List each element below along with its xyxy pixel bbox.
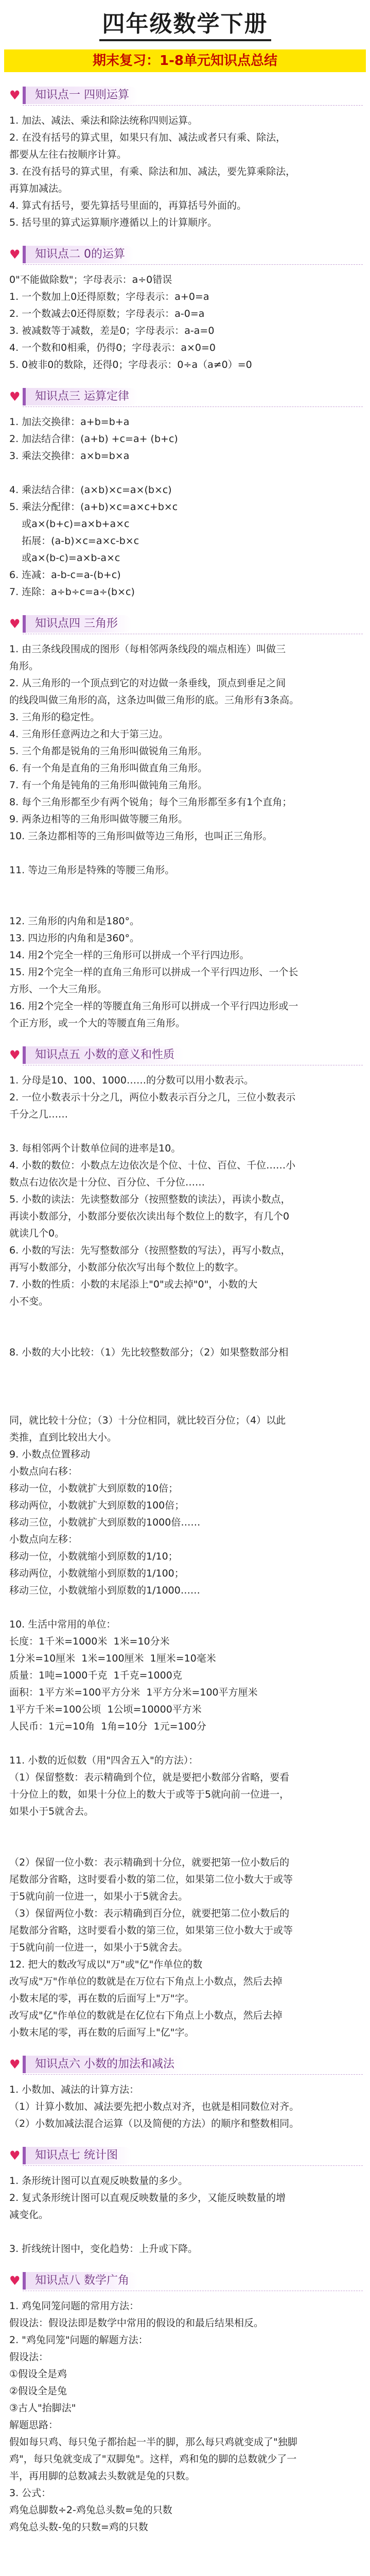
blank-line — [9, 465, 363, 482]
text-line: 假如每只鸡、每只兔子都抬起一半的脚，那么每只鸡就变成了"独脚 — [9, 2436, 297, 2448]
text-line: 10. 三条边都相等的三角形叫做等边三角形，也叫正三角形。 — [9, 831, 273, 842]
text-line: 12. 三角形的内角和是180°。 — [9, 916, 140, 927]
blank-line — [9, 896, 363, 913]
text-line: 假设法：假设法即是数学中常用的假设的和最后结果相反。 — [9, 2317, 264, 2329]
subtitle-banner — [4, 49, 366, 72]
text-line: （3）保留两位小数：表示精确到百分位，就要把第二位小数后的 — [9, 1908, 290, 1919]
heart-icon: ♥ — [9, 389, 21, 404]
knowledge-section — [9, 2055, 363, 2132]
text-line: ①假设全是鸡 — [9, 2368, 67, 2380]
text-line: 小不变。 — [9, 1296, 49, 1307]
text-line: 人民币：1元=10角 1角=10分 1元=100分 — [9, 1721, 206, 1732]
text-line: 减变化。 — [9, 2209, 49, 2221]
text-line: 1. 分母是10、100、1000……的分数可以用小数表示。 — [9, 1075, 254, 1086]
text-line: 如果小于5就舍去。 — [9, 1806, 94, 1817]
text-line: 同，就比较十分位；（3）十分位相同，就比较百分位；（4）以此 — [9, 1415, 286, 1426]
text-line: 1. 条形统计图可以直观反映数量的多少。 — [9, 2175, 188, 2187]
text-line: 小数点向右移： — [9, 1466, 78, 1477]
text-line: 鸡兔总脚数÷2-鸡兔总头数=兔的只数 — [9, 2504, 172, 2516]
text-line: 0"不能做除数"；字母表示：a÷0错误 — [9, 274, 172, 285]
heart-icon: ♥ — [9, 247, 21, 262]
section-divider — [23, 406, 363, 407]
text-line: 小数末尾的零，再在数的后面写上"亿"字。 — [9, 2027, 195, 2038]
text-line: 3. 折线统计图中，变化趋势：上升或下降。 — [9, 2243, 198, 2255]
text-line: 移动三位，小数就扩大到原数的1000倍…… — [9, 1517, 201, 1528]
text-line: 4. 三角形任意两边之和大于第三边。 — [9, 728, 169, 740]
text-line: 11. 等边三角形是特殊的等腰三角形。 — [9, 865, 175, 876]
page-title: 四年级数学下册 — [99, 5, 271, 41]
blank-line — [9, 1327, 363, 1344]
text-line: 方形、一个大三角形。 — [9, 984, 108, 995]
section-header — [9, 2146, 363, 2167]
text-line: 1. 一个数加上0还得原数；字母表示：a+0=a — [9, 291, 209, 302]
section-title: 知识点四 三角形 — [23, 615, 132, 633]
text-line: 质量：1吨=1000千克 1千克=1000克 — [9, 1670, 182, 1681]
text-line: 都要从左往右按顺序计算。 — [9, 149, 127, 160]
text-line: 3. 在没有括号的算式里，有乘、除法和加、减法，要先算乘除法， — [9, 166, 296, 177]
text-line: 数点右边依次是十分位、百分位、千分位…… — [9, 1177, 205, 1188]
section-divider — [23, 2165, 363, 2166]
text-line: 3. 被减数等于减数，差是0；字母表示：a-a=0 — [9, 325, 215, 336]
text-line: 面积：1平方米=100平方分米 1平方分米=100平方厘米 — [9, 1687, 258, 1698]
text-line: 4. 一个数和0相乘，仍得0；字母表示：a×0=0 — [9, 342, 216, 353]
section-header — [9, 245, 363, 266]
section-title: 知识点六 小数的加法和减法 — [23, 2056, 184, 2073]
text-line: 6. 小数的写法：先写整数部分（按照整数的写法），再写小数点， — [9, 1245, 291, 1256]
blank-line — [9, 1837, 363, 1854]
text-line: 长度：1千米=1000米 1米=10分米 — [9, 1636, 170, 1647]
knowledge-section — [9, 614, 363, 1032]
text-line: 1. 小数加、减法的计算方法： — [9, 2084, 139, 2095]
text-line: 移动一位，小数就扩大到原数的10倍； — [9, 1483, 179, 1494]
knowledge-section — [9, 86, 363, 231]
text-line: 移动两位，小数就缩小到原数的1/100； — [9, 1568, 184, 1579]
text-line: 改写成"万"作单位的数就是在万位右下角点上小数点，然后去掉 — [9, 1976, 283, 1987]
text-line: 就读几个0。 — [9, 1228, 65, 1239]
text-line: ②假设全是兔 — [9, 2385, 67, 2397]
text-line: 5. 乘法分配律：(a+b)×c=a×c+b×c — [9, 501, 178, 513]
text-line: （2）小数加减法混合运算（以及简便的方法）的顺序和整数相同。 — [9, 2118, 299, 2129]
section-header — [9, 614, 363, 636]
text-line: 6. 有一个角是直角的三角形叫做直角三角形。 — [9, 762, 208, 774]
text-line: 4. 乘法结合律：(a×b)×c=a×(b×c) — [9, 484, 172, 496]
text-line: 2. 复式条形统计图可以直观反映数量的多少，又能反映数量的增 — [9, 2192, 286, 2204]
section-header — [9, 2271, 363, 2293]
text-line: 再写小数部分，小数部分依次写出每个数位上的数字。 — [9, 1262, 244, 1273]
text-line: 3. 三角形的稳定性。 — [9, 711, 100, 723]
heart-icon: ♥ — [9, 617, 21, 631]
text-line: 1. 鸡兔同笼问题的常用方法： — [9, 2300, 139, 2312]
knowledge-section — [9, 245, 363, 374]
heart-icon: ♥ — [9, 2274, 21, 2288]
text-line: 3. 每相邻两个计数单位间的进率是10。 — [9, 1143, 181, 1154]
blank-line — [9, 845, 363, 862]
text-line: 12. 把大的数改写成以"万"或"亿"作单位的数 — [9, 1959, 203, 1970]
knowledge-section — [9, 2271, 363, 2536]
text-line: 2. 一位小数表示十分之几，两位小数表示百分之几，三位小数表示 — [9, 1092, 296, 1103]
text-line: 再读小数部分，小数部分要依次读出每个数位上的数字，有几个0 — [9, 1211, 290, 1222]
text-line: 于5就向前一位进一，如果小于5就舍去。 — [9, 1891, 188, 1902]
text-line: 8. 小数的大小比较：（1）先比较整数部分；（2）如果整数部分相 — [9, 1347, 289, 1358]
text-line: 鸡"，每只兔就变成了"双脚兔"。这样，鸡和兔的脚的总数就少了一 — [9, 2453, 297, 2465]
text-line: 个正方形，或一个大的等腰直角三角形。 — [9, 1018, 186, 1029]
text-line: 千分之几…… — [9, 1109, 68, 1120]
section-title: 知识点三 运算定律 — [23, 388, 138, 405]
text-line: 移动两位，小数就扩大到原数的100倍； — [9, 1500, 185, 1511]
blank-line — [9, 1361, 363, 1378]
text-line: 2. 在没有括号的算式里，如果只有加、减法或者只有乘、除法， — [9, 132, 286, 143]
text-line: 尾数部分省略，这时要看小数的第三位，如果第三位小数大于或等 — [9, 1925, 293, 1936]
text-line: 鸡兔总头数-兔的只数=鸡的只数 — [9, 2521, 148, 2533]
text-line: 1平方千米=100公顷 1公顷=10000平方米 — [9, 1704, 202, 1715]
text-line: 于5就向前一位进一，如果小于5就舍去。 — [9, 1942, 188, 1953]
text-line: 14. 用2个完全一样的三角形可以拼成一个平行四边形。 — [9, 950, 250, 961]
text-line: 11. 小数的近似数（用"四舍五入"的方法）： — [9, 1755, 199, 1766]
text-line: 5. 三个角都是锐角的三角形叫做锐角三角形。 — [9, 745, 208, 757]
text-line: 解题思路： — [9, 2419, 59, 2431]
knowledge-section — [9, 1045, 363, 2041]
text-line: 2. 加法结合律：(a+b) +c=a+ (b+c) — [9, 433, 178, 445]
text-line: 13. 四边形的内角和是360°。 — [9, 933, 140, 944]
text-line: 2. 从三角形的一个顶点到它的对边做一条垂线，顶点到垂足之间 — [9, 677, 286, 689]
text-line: 4. 小数的数位：小数点左边依次是个位、十位、百位、千位……小 — [9, 1160, 296, 1171]
section-header — [9, 86, 363, 107]
knowledge-section — [9, 2146, 363, 2258]
text-line: 1. 加法、减法、乘法和除法统称四则运算。 — [9, 115, 198, 126]
text-line: 小数点向左移： — [9, 1534, 78, 1545]
section-header — [9, 387, 363, 409]
text-line: 5. 0被非0的数除，还得0；字母表示：0÷a（a≠0）=0 — [9, 359, 252, 370]
section-divider — [23, 264, 363, 265]
section-header — [9, 2055, 363, 2076]
text-line: 改写成"亿"作单位的数就是在亿位右下角点上小数点，然后去掉 — [9, 2010, 283, 2021]
subtitle-text: 期末复习：1-8单元知识点总结 — [93, 53, 277, 69]
blank-line — [9, 1599, 363, 1616]
text-line: 的线段叫做三角形的高，这条边叫做三角形的底。三角形有3条高。 — [9, 694, 299, 706]
text-line: 16. 用2个完全一样的等腰直角三角形可以拼成一个平行四边形或一 — [9, 1001, 298, 1012]
heart-icon: ♥ — [9, 1048, 21, 1062]
text-line: 或a×(b-c)=a×b-a×c — [9, 552, 120, 564]
text-line: 半，再用脚的总数减去头数就是兔的只数。 — [9, 2470, 196, 2482]
text-line: 或a×(b+c)=a×b+a×c — [9, 518, 130, 530]
text-line: ③古人"抬脚法" — [9, 2402, 76, 2414]
section-header — [9, 1045, 363, 1067]
knowledge-section — [9, 387, 363, 601]
text-line: 1. 加法交换律：a+b=b+a — [9, 416, 130, 428]
text-line: 4. 算式有括号，要先算括号里面的，再算括号外面的。 — [9, 200, 247, 211]
blank-line — [9, 1820, 363, 1837]
section-title: 知识点七 统计图 — [23, 2147, 132, 2164]
section-title: 知识点一 四则运算 — [23, 87, 138, 104]
text-line: 7. 连除：a÷b÷c=a÷(b×c) — [9, 586, 135, 598]
text-line: 9. 两条边相等的三角形叫做等腰三角形。 — [9, 814, 188, 825]
text-line: 6. 连减：a-b-c=a-(b+c) — [9, 569, 121, 581]
heart-icon: ♥ — [9, 88, 21, 103]
heart-icon: ♥ — [9, 2057, 21, 2072]
text-line: 移动三位，小数就缩小到原数的1/1000…… — [9, 1585, 200, 1596]
blank-line — [9, 1395, 363, 1412]
text-line: 尾数部分省略，这时要看小数的第二位，如果第二位小数大于或等 — [9, 1874, 293, 1885]
document-body — [0, 86, 370, 2536]
text-line: 角形。 — [9, 660, 39, 672]
text-line: 2. "鸡兔同笼"问题的解题方法： — [9, 2334, 148, 2346]
text-line: 5. 小数的读法：先读整数部分（按照整数的读法），再读小数点， — [9, 1194, 291, 1205]
blank-line — [9, 879, 363, 896]
text-line: 1分米=10厘米 1米=100厘米 1厘米=10毫米 — [9, 1653, 216, 1664]
heart-icon: ♥ — [9, 2148, 21, 2163]
text-line: 10. 生活中常用的单位： — [9, 1619, 116, 1630]
text-line: （1）保留整数：表示精确到个位，就是要把小数部分省略，要看 — [9, 1772, 290, 1783]
text-line: 1. 由三条线段围成的图形（每相邻两条线段的端点相连）叫做三 — [9, 643, 286, 655]
text-line: （1）计算小数加、减法要先把小数点对齐，也就是相同数位对齐。 — [9, 2101, 299, 2112]
blank-line — [9, 1735, 363, 1752]
section-title: 知识点八 数学广角 — [23, 2272, 138, 2290]
text-line: 小数末尾的零，再在数的后面写上"万"字。 — [9, 1993, 195, 2004]
text-line: 7. 有一个角是钝角的三角形叫做钝角三角形。 — [9, 779, 208, 791]
blank-line — [9, 1378, 363, 1395]
section-divider — [23, 105, 363, 106]
text-line: 2. 一个数减去0还得原数；字母表示：a-0=a — [9, 308, 205, 319]
blank-line — [9, 2224, 363, 2241]
blank-line — [9, 1123, 363, 1140]
text-line: 3. 乘法交换律：a×b=b×a — [9, 450, 130, 462]
text-line: 类推，直到比较出大小。 — [9, 1432, 117, 1443]
blank-line — [9, 1310, 363, 1327]
section-title: 知识点二 0的运算 — [23, 246, 134, 263]
text-line: 拓展：(a-b)×c=a×c-b×c — [9, 535, 139, 547]
text-line: 再算加减法。 — [9, 183, 68, 194]
text-line: 假设法： — [9, 2351, 49, 2363]
text-line: 8. 每个三角形都至少有两个锐角；每个三角形都至多有1个直角； — [9, 796, 292, 808]
text-line: 9. 小数点位置移动 — [9, 1449, 91, 1460]
text-line: 5. 括号里的算式运算顺序遵循以上的计算顺序。 — [9, 217, 218, 228]
text-line: 十分位上的数，如果十分位上的数大于或等于5就向前一位进一， — [9, 1789, 290, 1800]
text-line: 移动一位，小数就缩小到原数的1/10； — [9, 1551, 178, 1562]
text-line: 7. 小数的性质：小数的末尾添上"0"或去掉"0"，小数的大 — [9, 1279, 258, 1290]
text-line: 3. 公式： — [9, 2487, 51, 2499]
text-line: 15. 用2个完全一样的直角三角形可以拼成一个平行四边形、一个长 — [9, 967, 298, 978]
section-title: 知识点五 小数的意义和性质 — [23, 1046, 184, 1064]
section-divider — [23, 2074, 363, 2075]
text-line: （2）保留一位小数：表示精确到十分位，就要把第一位小数后的 — [9, 1857, 290, 1868]
